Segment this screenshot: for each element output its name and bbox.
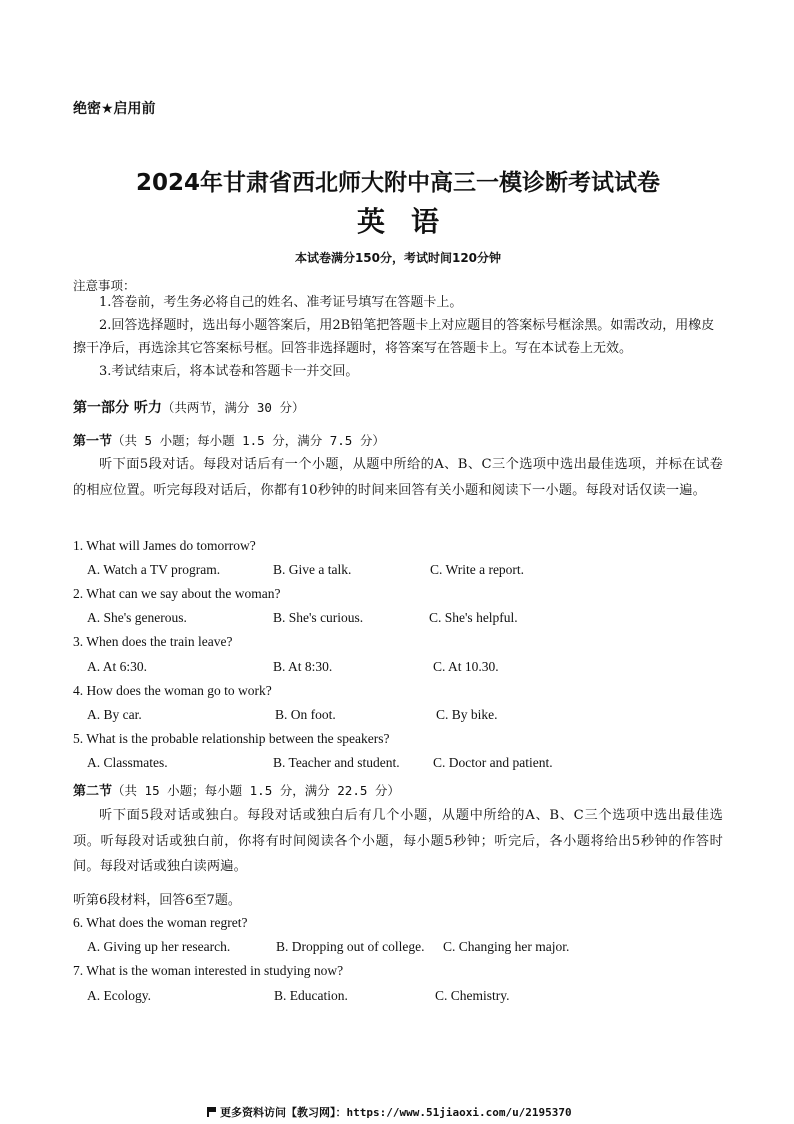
q3-option-a: A. At 6:30. bbox=[87, 659, 148, 674]
notice-item-3: 3.考试结束后，将本试卷和答题卡一并交回。 bbox=[99, 364, 359, 379]
score-time-line: 本试卷满分150分，考试时间120分钟 bbox=[294, 251, 502, 265]
q5-option-a: A. Classmates. bbox=[87, 755, 168, 770]
q6-option-b: B. Dropping out of college. bbox=[276, 939, 425, 954]
subject-text: 英语 bbox=[356, 205, 465, 238]
section2-instructions: 听下面5段对话或独白。每段对话或独白后有几个小题，从题中所给的A、B、C三个选项中选出最佳选项。听每段对话或独白前，你将有时间阅读各个小题，每小题5秒钟；听完后，各小题将给出5秒钟的作答时间。每段对话或独白读两遍。 bbox=[73, 808, 723, 874]
question-6: 6. What does the woman regret? bbox=[73, 915, 248, 930]
question-5: 5. What is the probable relationship between the speakers? bbox=[73, 731, 390, 746]
q2-option-a: A. She's generous. bbox=[87, 610, 187, 625]
q1-option-c: C. Write a report. bbox=[430, 562, 525, 577]
q6-option-a: A. Giving up her research. bbox=[87, 939, 231, 954]
material-note: 听第6段材料，回答6至7题。 bbox=[73, 893, 241, 908]
flag-icon bbox=[207, 1107, 216, 1117]
q2-option-c: C. She's helpful. bbox=[429, 610, 518, 625]
section1-note: （共 5 小题；每小题 1.5 分，满分 7.5 分） bbox=[112, 433, 385, 448]
notice-item-1: 1.答卷前，考生务必将自己的姓名、准考证号填写在答题卡上。 bbox=[99, 295, 463, 310]
q7-option-a: A. Ecology. bbox=[87, 988, 151, 1003]
q1-option-a: A. Watch a TV program. bbox=[87, 562, 221, 577]
q1-option-b: B. Give a talk. bbox=[273, 562, 352, 577]
part1-title: 第一部分 听力 bbox=[73, 400, 162, 416]
confidential-label: 绝密★启用前 bbox=[73, 101, 156, 117]
q5-option-c: C. Doctor and patient. bbox=[433, 755, 553, 770]
footer-text: 更多资料访问【教习网】：https://www.51jiaoxi.com/u/2195370 bbox=[220, 1106, 572, 1119]
q2-option-b: B. She's curious. bbox=[273, 610, 364, 625]
question-1: 1. What will James do tomorrow? bbox=[73, 538, 256, 553]
section2-note: （共 15 小题；每小题 1.5 分，满分 22.5 分） bbox=[112, 783, 400, 798]
section1-heading bbox=[73, 430, 385, 449]
section1-title: 第一节 bbox=[73, 434, 113, 449]
question-4: 4. How does the woman go to work? bbox=[73, 683, 272, 698]
section2-title: 第二节 bbox=[73, 784, 113, 799]
notice-heading: 注意事项： bbox=[73, 278, 136, 293]
part1-heading bbox=[73, 397, 304, 417]
section1-instructions: 听下面5段对话。每段对话后有一个小题，从题中所给的A、B、C三个选项中选出最佳选项，并标在试卷的相应位置。听完每段对话后，你都有10秒钟的时间来回答有关小题和阅读下一小题。每段对话仅读一遍。 bbox=[73, 457, 723, 498]
q7-option-c: C. Chemistry. bbox=[435, 988, 510, 1003]
q4-option-b: B. On foot. bbox=[275, 707, 336, 722]
q3-option-c: C. At 10.30. bbox=[433, 659, 499, 674]
q7-option-b: B. Education. bbox=[274, 988, 348, 1003]
notice-list bbox=[73, 291, 723, 383]
exam-title: 2024年甘肃省西北师大附中高三一模诊断考试试卷 bbox=[135, 170, 660, 196]
q5-option-b: B. Teacher and student. bbox=[273, 755, 400, 770]
exam-subject bbox=[73, 200, 723, 240]
notice-item-2: 2.回答选择题时，选出每小题答案后，用2B铅笔把答题卡上对应题目的答案标号框涂黑。如需改动，用橡皮擦干净后，再选涂其它答案标号框。回答非选择题时，将答案写在答题卡上。写在本试卷上无效。 bbox=[73, 318, 715, 356]
q4-option-c: C. By bike. bbox=[436, 707, 498, 722]
question-2: 2. What can we say about the woman? bbox=[73, 586, 281, 601]
question-7: 7. What is the woman interested in studying now? bbox=[73, 963, 344, 978]
q4-option-a: A. By car. bbox=[87, 707, 142, 722]
section2-heading bbox=[73, 780, 400, 799]
question-3: 3. When does the train leave? bbox=[73, 634, 233, 649]
footer-link[interactable] bbox=[207, 1104, 572, 1120]
q3-option-b: B. At 8:30. bbox=[273, 659, 333, 674]
q6-option-c: C. Changing her major. bbox=[443, 939, 570, 954]
part1-note: （共两节，满分 30 分） bbox=[161, 400, 305, 415]
